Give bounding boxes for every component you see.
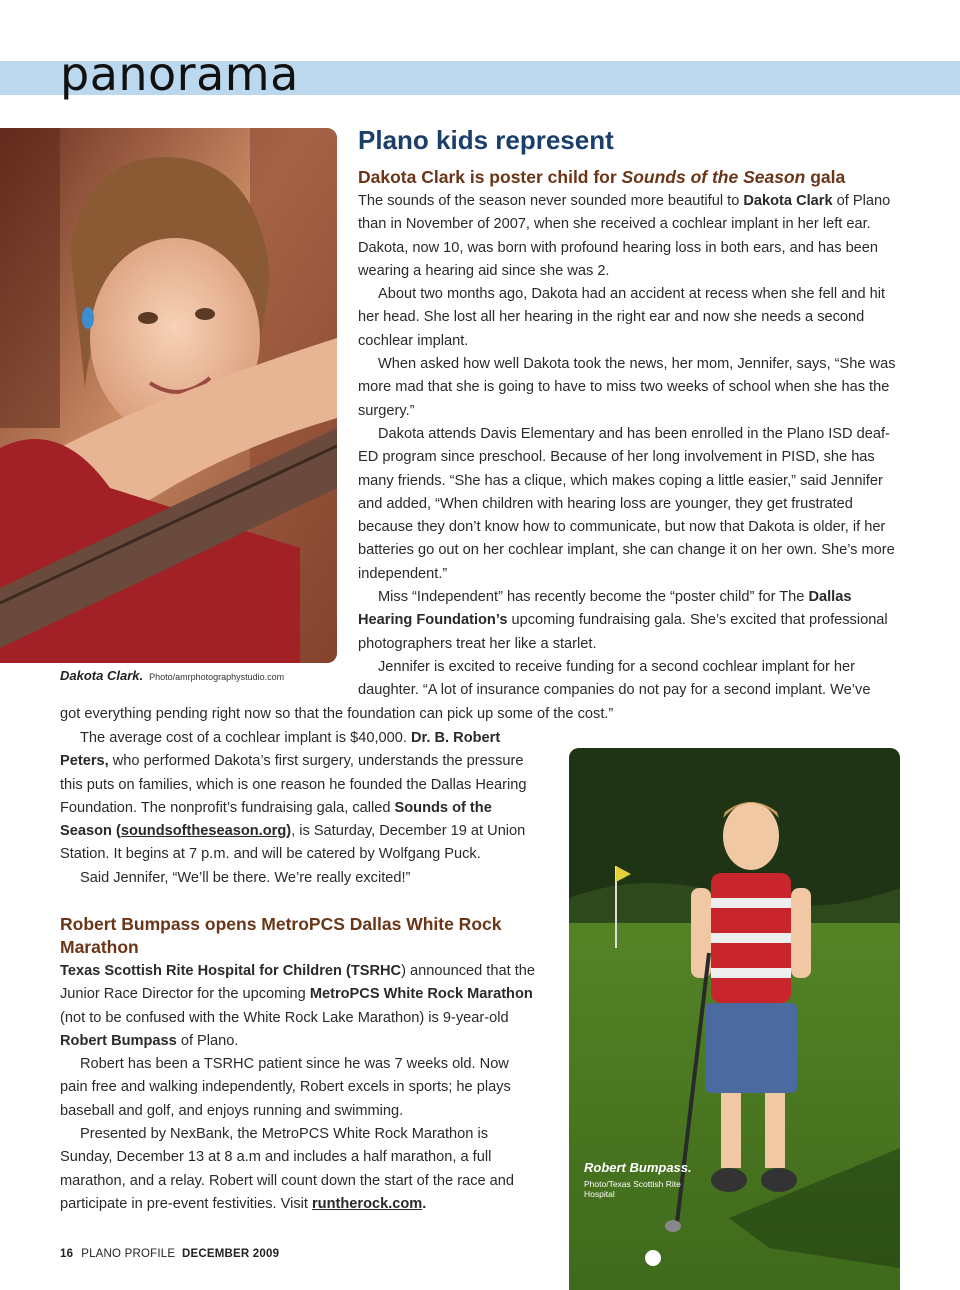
robert-photo-caption (584, 1161, 694, 1199)
runtherock-link[interactable]: runtherock.com (312, 1195, 423, 1212)
paragraph: When asked how well Dakota took the news, her mom, Jennifer, says, “She was more mad that she is going to have to miss two weeks of school when she has the surgery.” (358, 356, 896, 419)
article2-subhead: Robert Bumpass opens MetroPCS Dallas White Rock Marathon (60, 914, 502, 958)
paragraph: Presented by NexBank, the MetroPCS White Rock Marathon is Sunday, December 13 at 8 a.m and includes a half marathon, a full marathon, and a relay. Robert will count down the start of the race and participate in pre-event festivities. Visit runtherock.com. (60, 1126, 515, 1212)
caption-name: Robert Bumpass. (584, 1160, 692, 1175)
article1-body-continued (60, 703, 905, 726)
issue-date: DECEMBER 2009 (182, 1248, 280, 1260)
article-headline: Plano kids represent (358, 125, 614, 155)
paragraph: got everything pending right now so that the foundation can pick up some of the cost.” (60, 706, 614, 722)
soundsoftheseason-link[interactable]: soundsoftheseason.org (120, 823, 287, 840)
paragraph: About two months ago, Dakota had an accident at recess when she fell and hit her head. She lost all her hearing in the right ear and now she needs a second cochlear implant. (358, 286, 886, 349)
paragraph: Said Jennifer, “We’ll be there. We’re really excited!” (80, 869, 411, 886)
page-number: 16 (60, 1248, 74, 1260)
article1-body-lower (60, 727, 540, 890)
page-footer (60, 1248, 279, 1260)
paragraph: Texas Scottish Rite Hospital for Children (TSRHC) announced that the Junior Race Director for the upcoming MetroPCS White Rock Marathon (not to be confused with the White Rock Lake Marathon) is 9-year-old Robert Bumpass of Plano. (60, 963, 535, 1049)
paragraph: The sounds of the season never sounded more beautiful to Dakota Clark of Plano than in November of 2007, when she received a cochlear implant in her left ear. Dakota, now 10, was born with profound hearing loss in both ears, and has been wearing a hearing aid since she was 2. (358, 193, 891, 279)
publication-name: PLANO PROFILE (81, 1248, 176, 1260)
caption-name: Dakota Clark. (60, 668, 144, 683)
robert-bumpass-photo (569, 748, 900, 1290)
paragraph: Jennifer is excited to receive funding for a second cochlear implant for her daughter. “A lot of insurance companies do not pay for a second implant. We’ve (358, 658, 871, 699)
paragraph: Dakota attends Davis Elementary and has been enrolled in the Plano ISD deaf-ED program since preschool. Because of her long involvement in PISD, she has many friends. “She has a clique, which makes coping a little easier,” said Jennifer and added, “When children with hearing loss are younger, they get frustrated because they don’t know how to communicate, but now that Dakota is older, if her batteries go out on her cochlear implant, she can change it on her own. She’s more independent.” (358, 425, 895, 582)
dakota-photo-caption (60, 668, 284, 685)
paragraph: Robert has been a TSRHC patient since he was 7 weeks old. Now pain free and walking independently, Robert excels in sports; he plays baseball and golf, and enjoys running and swimming. (60, 1056, 511, 1119)
paragraph: Miss “Independent” has recently become the “poster child” for The Dallas Hearing Foundation’s upcoming fundraising gala. She’s excited that professional photographers treat her like a starlet. (358, 589, 888, 652)
article1-subhead: Dakota Clark is poster child for Sounds of the Season gala (358, 167, 846, 187)
article1-body (358, 190, 903, 703)
dakota-clark-photo (0, 128, 337, 663)
caption-credit: Photo/Texas Scottish Rite Hospital (584, 1179, 681, 1199)
paragraph: The average cost of a cochlear implant is $40,000. Dr. B. Robert Peters, who performed Dakota’s first surgery, understands the pressure this puts on families, which is one reason he founded the Dallas Hearing Foundation. The nonprofit’s fundraising gala, called Sounds of the Season (soundsoftheseason.org), is Saturday, December 19 at Union Station. It begins at 7 p.m. and will be catered by Wolfgang Puck. (60, 730, 527, 863)
section-title: panorama (60, 47, 299, 101)
caption-credit: Photo/amrphotographystudio.com (149, 672, 285, 682)
article2-body (60, 960, 540, 1216)
